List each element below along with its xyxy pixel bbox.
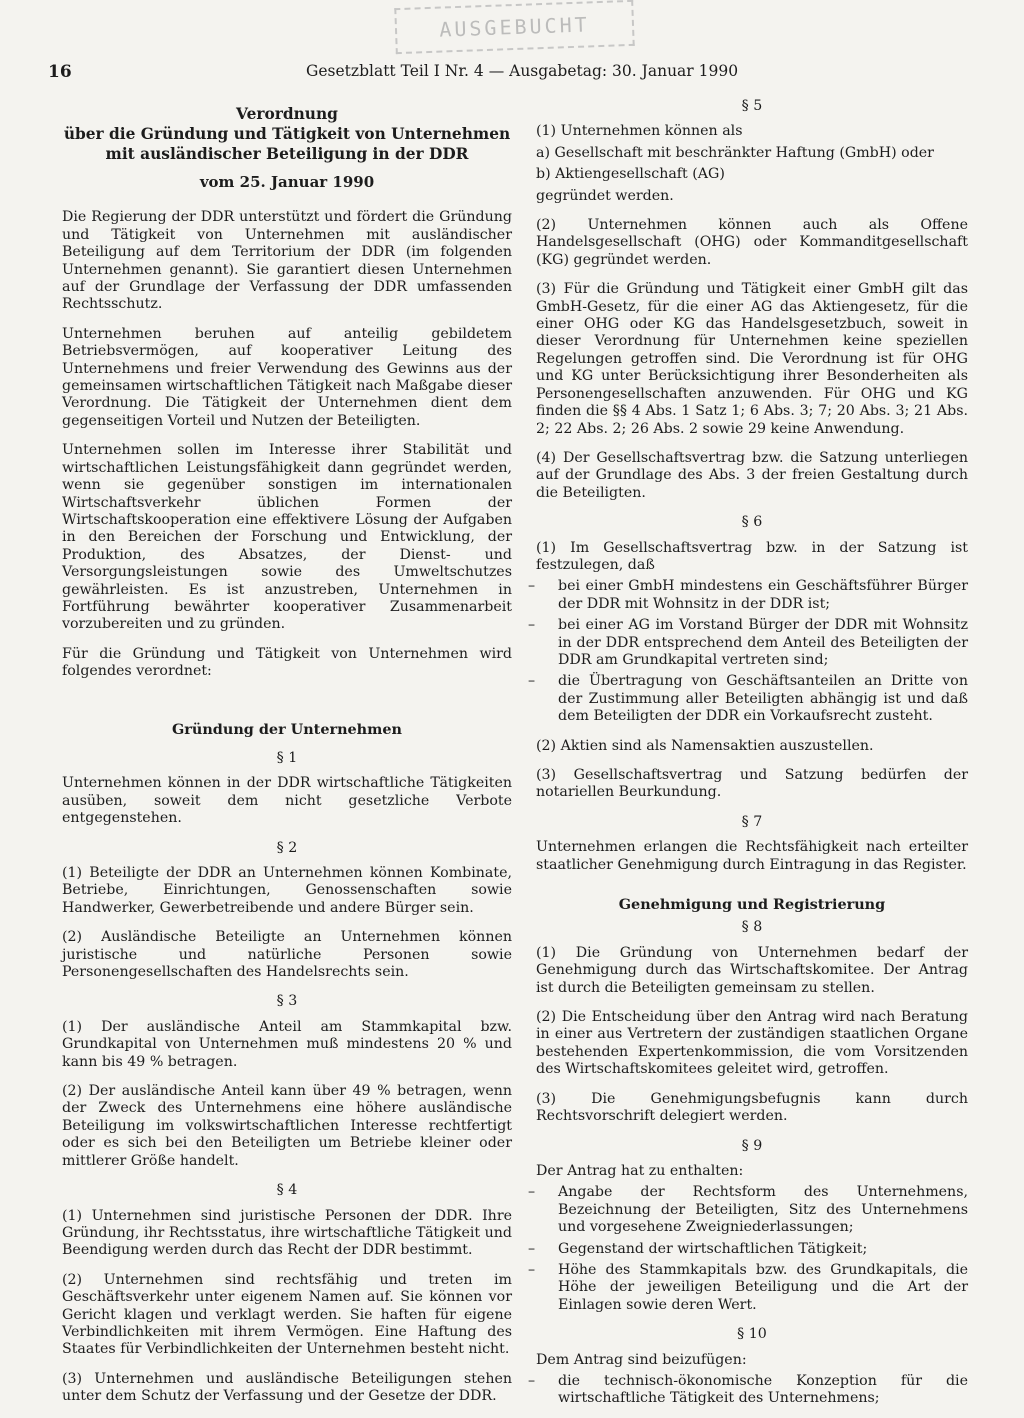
preamble-paragraph: Die Regierung der DDR unterstützt und fördert die Gründung und Tätigkeit von Unternehmen mit ausländischer Beteiligung auf dem Territorium der DDR (im folgenden Unternehmen genannt). Sie garantiert diesen Unternehmen auf der Grundlage der Verfassung der DDR umfassenden Rechtsschutz. — [62, 209, 512, 313]
paragraph-symbol: § 2 — [276, 839, 298, 856]
paragraph-text: (3) Unternehmen und ausländische Beteiligungen stehen unter dem Schutz der Verfassung und der Gesetze der DDR. — [62, 1370, 512, 1405]
preamble-paragraph: Unternehmen beruhen auf anteilig gebildetem Betriebsvermögen, auf kooperativer Leitung des Unternehmens und freier Verwendung des Gewinns aus der gemeinsamen wirtschaftlichen Tätigkeit nach Maßgabe dieser Verordnung. Die Tätigkeit der Unternehmen dient dem gegenseitigen Vorteil und Nutzen der Beteiligten. — [62, 325, 512, 429]
paragraph-text: (2) Unternehmen können auch als Offene Handelsgesellschaft (OHG) oder Kommanditgesellschaft (KG) gegründet werden. — [536, 217, 968, 268]
page-number: 16 — [48, 62, 72, 82]
paragraph-text: Der Antrag hat zu enthalten: — [536, 1162, 744, 1179]
paragraph-text: (2) Ausländische Beteiligte an Unternehmen können juristische und natürliche Personen sowie Personengesellschaften des Handelsrechts sein. — [62, 929, 512, 981]
paragraph-text: Unternehmen erlangen die Rechtsfähigkeit nach erteilter staatlicher Genehmigung durch Eintragung in das Register. — [536, 839, 968, 873]
paragraph-text: (2) Unternehmen sind rechtsfähig und treten im Geschäftsverkehr unter eigenem Namen auf. Sie können vor Gericht klagen und verklagt werden. Sie haften für eigene Verbindlichkeiten mit ihrem Vermögen. Eine Haftung des Staates für Verbindlichkeiten der Unternehmen besteht nicht. — [62, 1271, 512, 1358]
paragraph-text: (2) Aktien sind als Namensaktien auszustellen. — [536, 737, 874, 754]
section-heading: Gründung der Unternehmen — [172, 720, 402, 738]
paragraph-text: (1) Beteiligte der DDR an Unternehmen können Kombinate, Betriebe, Einrichtungen, Genossenschaften sowie Handwerker, Gewerbetreibende und andere Bürger sein. — [62, 865, 512, 916]
paragraph-text: (2) Der ausländische Anteil kann über 49 % betragen, wenn der Zweck des Unternehmens eine höhere ausländische Beteiligung im volkswirtschaftlichen Interesse rechtfertigt oder es sich bei den Beteiligten um Betriebe kleiner oder mittlerer Größe handelt. — [62, 1083, 512, 1169]
paragraph-text: (3) Gesellschaftsvertrag und Satzung bedürfen der notariellen Beurkundung. — [536, 767, 968, 801]
paragraph-symbol: § 9 — [741, 1137, 763, 1154]
list-item: b) Aktiengesellschaft (AG) — [536, 166, 725, 183]
paragraph-symbol: § 1 — [276, 749, 298, 766]
paragraph-text: (1) Der ausländische Anteil am Stammkapital bzw. Grundkapital von Unternehmen muß mindestens 20 % und kann bis 49 % betragen. — [62, 1018, 512, 1070]
paragraph-symbol: § 10 — [737, 1326, 767, 1343]
paragraph-symbol: § 6 — [741, 514, 763, 531]
paragraph-text: (3) Für die Gründung und Tätigkeit einer GmbH gilt das GmbH-Gesetz, für die einer AG das Aktiengesetz, für die einer OHG oder KG das Handelsgesetzbuch, soweit in dieser Verordnung für Unternehmen keine speziellen Regelungen getroffen sind. Die Verordnung ist für OHG und KG unter Berücksichtigung ihrer Besonderheiten als Personengesellschaften anzuwenden. Für OHG und KG finden die §§ 4 Abs. 1 Satz 1; 6 Abs. 3; 7; 20 Abs. 3; 21 Abs. 2; 22 Abs. 2; 26 Abs. 2 sowie 29 keine Anwendung. — [536, 281, 968, 437]
paragraph-text: (1) Unternehmen sind juristische Personen der DDR. Ihre Gründung, ihr Rechtsstatus, ihre wirtschaftliche Tätigkeit und Beendigung werden durch das Recht der DDR bestimmt. — [62, 1207, 512, 1259]
paragraph-text: (1) Die Gründung von Unternehmen bedarf der Genehmigung durch das Wirtschaftskomitee. Der Antrag ist durch die Beteiligten gemeinsam zu stellen. — [536, 944, 968, 996]
document-title — [62, 104, 512, 164]
title-line: über die Gründung und Tätigkeit von Unternehmen — [63, 125, 511, 143]
list-item: – Höhe des Stammkapitals bzw. des Grundkapitals, die Höhe der jeweiligen Beteiligung und die Art der Einlagen sowie deren Wert. — [536, 1262, 968, 1314]
paragraph-symbol: § 4 — [276, 1182, 298, 1199]
paragraph-text: Unternehmen können in der DDR wirtschaftliche Tätigkeiten ausüben, soweit dem nicht gesetzliche Verbote entgegenstehen. — [62, 775, 512, 827]
running-head: Gesetzblatt Teil I Nr. 4 — Ausgabetag: 30. Januar 1990 — [306, 62, 739, 80]
document-date: vom 25. Januar 1990 — [199, 173, 375, 191]
paragraph-symbol: § 5 — [741, 98, 763, 114]
paragraph-symbol: § 7 — [741, 813, 763, 830]
paragraph-text: (1) Unternehmen können als — [536, 123, 743, 140]
paragraph-text: (2) Die Entscheidung über den Antrag wird nach Beratung in einer aus Vertretern der zuständigen staatlichen Organe bestehenden Expertenkommission, die vom Vorsitzenden des Wirtschaftskomitees geleitet wird, getroffen. — [536, 1009, 968, 1078]
paragraph-text: (4) Der Gesellschaftsvertrag bzw. die Satzung unterliegen auf der Grundlage des Abs. 3 der freien Gestaltung durch die Beteiligten. — [536, 449, 968, 501]
list-item: – die technisch-ökonomische Konzeption für die wirtschaftliche Tätigkeit des Unternehmens; — [536, 1373, 968, 1408]
list-item: – bei einer GmbH mindestens ein Geschäftsführer Bürger der DDR mit Wohnsitz in der DDR ist; — [536, 578, 968, 613]
title-line: Verordnung — [236, 105, 338, 123]
paragraph-symbol: § 3 — [276, 993, 298, 1010]
preamble-paragraph: Unternehmen sollen im Interesse ihrer Stabilität und wirtschaftlichen Leistungsfähigkeit dann gegründet werden, wenn sie gegenüber sonstigen im internationalen Wirtschaftsverkehr üblichen Formen der Wirtschaftskooperation eine effektivere Lösung der Aufgaben in den Bereichen der Forschung und Entwicklung, der Produktion, des Absatzes, der Dienst- und Versorgungsleistungen sowie des Umweltschutzes gewährleisten. Es ist anzustreben, Unternehmen in Fortführung bewährter kooperativer Zusammenarbeit vorzubereiten und zu gründen. — [62, 442, 512, 633]
paragraph-text: Dem Antrag sind beizufügen: — [536, 1351, 747, 1368]
section-heading: Genehmigung und Registrierung — [618, 896, 886, 914]
right-column — [536, 98, 968, 1412]
list-item: – die Übertragung von Geschäftsanteilen an Dritte von der Zustimmung aller Beteiligten abhängig ist und daß dem Beteiligten der DDR ein Vorkaufsrecht zusteht. — [536, 673, 968, 725]
list-item: – Gegenstand der wirtschaftlichen Tätigkeit; — [536, 1241, 968, 1258]
list-item: – Angabe der Rechtsform des Unternehmens, Bezeichnung der Beteiligten, Sitz des Unternehmens und vorgesehene Zweigniederlassungen; — [536, 1184, 968, 1236]
paragraph-text: (1) Im Gesellschaftsvertrag bzw. in der Satzung ist festzulegen, daß — [536, 539, 968, 573]
preamble-paragraph: Für die Gründung und Tätigkeit von Unternehmen wird folgendes verordnet: — [62, 645, 512, 680]
list-item: a) Gesellschaft mit beschränkter Haftung (GmbH) oder — [536, 144, 934, 161]
paragraph-symbol: § 8 — [741, 919, 763, 936]
paragraph-text: (3) Die Genehmigungsbefugnis kann durch Rechtsvorschrift delegiert werden. — [536, 1090, 968, 1125]
title-line: mit ausländischer Beteiligung in der DDR — [105, 145, 469, 163]
left-column — [62, 98, 512, 1418]
paragraph-text: gegründet werden. — [536, 187, 674, 204]
list-item: – bei einer AG im Vorstand Bürger der DDR mit Wohnsitz in der DDR entsprechend dem Anteil des Beteiligten der DDR am Grundkapital vertreten sind; — [536, 617, 968, 669]
archive-stamp: AUSGEBUCHT — [394, 0, 634, 54]
